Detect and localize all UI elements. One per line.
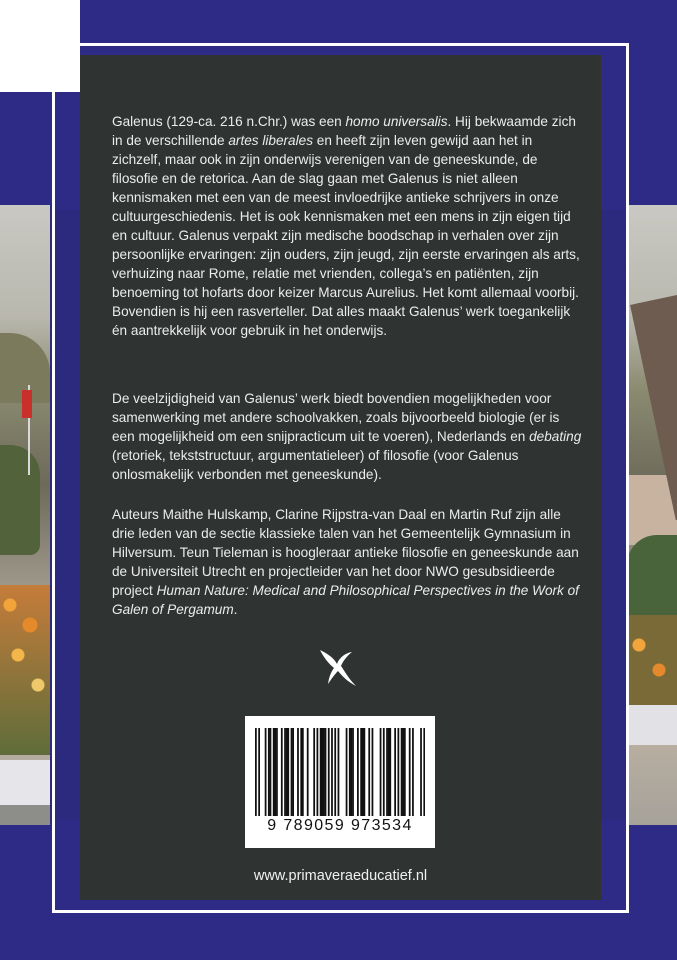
barcode-bar bbox=[321, 728, 323, 816]
barcode-bar bbox=[338, 728, 340, 816]
white-flowers bbox=[0, 760, 50, 805]
garden-photo-right bbox=[627, 205, 677, 825]
publisher-url[interactable]: www.primaveraeducatief.nl bbox=[253, 868, 428, 884]
barcode-bar bbox=[423, 728, 425, 816]
barcode-bar bbox=[351, 728, 353, 816]
italic-term: homo universalis bbox=[345, 114, 448, 129]
barcode-bar bbox=[286, 728, 288, 816]
italic-title: Human Nature: Medical and Philosophical Perspectives in the Work of Galen of Pergamum bbox=[112, 583, 579, 617]
barcode-bar bbox=[388, 728, 390, 816]
barcode-bar bbox=[360, 728, 362, 816]
text-span: . Hij bekwaamde zich in de verschillende bbox=[112, 114, 576, 148]
text-span: (retoriek, tekststructuur, argumentatieleer) of filosofie (voor Galenus onlosmakelijk verbonden met geneeskunde). bbox=[112, 448, 519, 482]
barcode-bar bbox=[386, 728, 388, 816]
text-span: De veelzijdigheid van Galenus’ werk biedt bovendien mogelijkheden voor samenwerking met andere schoolvakken, zoals bijvoorbeeld biologie (er is een mogelijkheid om een snijpracticum uit te voeren), Nederlands en bbox=[112, 391, 560, 444]
barcode-bar bbox=[357, 728, 359, 816]
barcode-bar bbox=[274, 728, 276, 816]
barcode-bar bbox=[302, 728, 304, 816]
barcode-bar bbox=[320, 728, 322, 816]
text-span: Auteurs Maithe Hulskamp, Clarine Rijpstra-van Daal en Martin Ruf zijn alle drie leden van de sectie klassieke talen van het Gemeentelijk Gymnasium in Hilversum. Teun Tieleman is hoogleraar antieke filosofie en geneeskunde aan de Universiteit Utrecht en projectleider van het door NWO gesubsidieerde project bbox=[112, 507, 579, 598]
barcode-bar bbox=[372, 728, 374, 816]
barcode-bar bbox=[292, 728, 294, 816]
flowerbed bbox=[627, 615, 677, 705]
barcode-bar bbox=[380, 728, 382, 816]
barcode-bar bbox=[291, 728, 293, 816]
barcode-bar bbox=[409, 728, 411, 816]
barcode-bar bbox=[328, 728, 330, 816]
italic-term: artes liberales bbox=[228, 133, 313, 148]
barcode-bar bbox=[420, 728, 422, 816]
description-paragraph-2 bbox=[112, 389, 582, 484]
barcode-bar bbox=[401, 728, 403, 816]
garden-photo-left bbox=[0, 205, 50, 825]
barcode-bar bbox=[346, 728, 348, 816]
barcode-bar bbox=[265, 728, 267, 816]
red-flag bbox=[22, 390, 32, 418]
flowerbed bbox=[0, 585, 50, 755]
barcode-bar bbox=[394, 728, 396, 816]
barcode-bar bbox=[317, 728, 319, 816]
barcode-bar bbox=[273, 728, 275, 816]
barcode-bar bbox=[334, 728, 336, 816]
barcode-bar bbox=[287, 728, 289, 816]
path bbox=[0, 805, 50, 825]
italic-term: debating bbox=[529, 429, 582, 444]
barcode-bar bbox=[300, 728, 302, 816]
barcode-bar bbox=[349, 728, 351, 816]
text-span: . bbox=[233, 602, 238, 617]
barcode-bar bbox=[284, 728, 286, 816]
barcode-bar bbox=[383, 728, 385, 816]
text-span: Galenus (129-ca. 216 n.Chr.) was een bbox=[112, 114, 346, 129]
barcode-bar bbox=[412, 728, 414, 816]
barcode-bar bbox=[402, 728, 404, 816]
barcode-bar bbox=[363, 728, 365, 816]
barcode-bar bbox=[258, 728, 260, 816]
barcode-bar bbox=[404, 728, 406, 816]
isbn-digits: 9 789059 973534 bbox=[267, 817, 413, 834]
barcode-bar bbox=[270, 728, 272, 816]
swallow-icon bbox=[318, 644, 358, 688]
barcode-bar bbox=[268, 728, 270, 816]
tree-shape bbox=[0, 445, 40, 555]
text-span: en heeft zijn leven gewijd aan het in zichzelf, maar ook in zijn onderwijs verenigen van de geneeskunde, de filosofie en de retorica. Aan de slag gaan met Galenus is niet alleen kennismaken met een van de meest invloedrijke antieke schrijvers in onze cultuurgeschiedenis. Het is ook kennismaken met een mens in zijn eigen tijd en cultuur. Galenus verpakt zijn medische boodschap in verhalen over zijn persoonlijke ervaringen: zijn ouders, zijn jeugd, zijn eerste ervaringen als arts, verhuizing naar Rome, relatie met vrienden, collega’s en patiënten, zijn benoeming tot hofarts door keizer Marcus Aurelius. Het komt allemaal voorbij. Bovendien is hij een rasverteller. Dat alles maakt Galenus’ werk toegankelijk én aantrekkelijk voor gebruik in het onderwijs. bbox=[112, 133, 580, 338]
barcode-bars bbox=[255, 728, 425, 816]
authors-paragraph bbox=[112, 505, 582, 619]
barcode-bar bbox=[368, 728, 370, 816]
barcode-bar bbox=[362, 728, 364, 816]
barcode-bar bbox=[325, 728, 327, 816]
barcode-bar bbox=[389, 728, 391, 816]
barcode-bar bbox=[297, 728, 299, 816]
barcode-bar bbox=[255, 728, 257, 816]
barcode-bar bbox=[281, 728, 283, 816]
barcode-bar bbox=[307, 728, 309, 816]
barcode-bar bbox=[313, 728, 315, 816]
description-paragraph-1 bbox=[112, 112, 582, 340]
white-flowers bbox=[627, 705, 677, 745]
barcode bbox=[245, 716, 435, 848]
barcode-bar bbox=[276, 728, 278, 816]
barcode-bar bbox=[397, 728, 399, 816]
barcode-bar bbox=[352, 728, 354, 816]
barcode-bar bbox=[331, 728, 333, 816]
barcode-bar bbox=[323, 728, 325, 816]
